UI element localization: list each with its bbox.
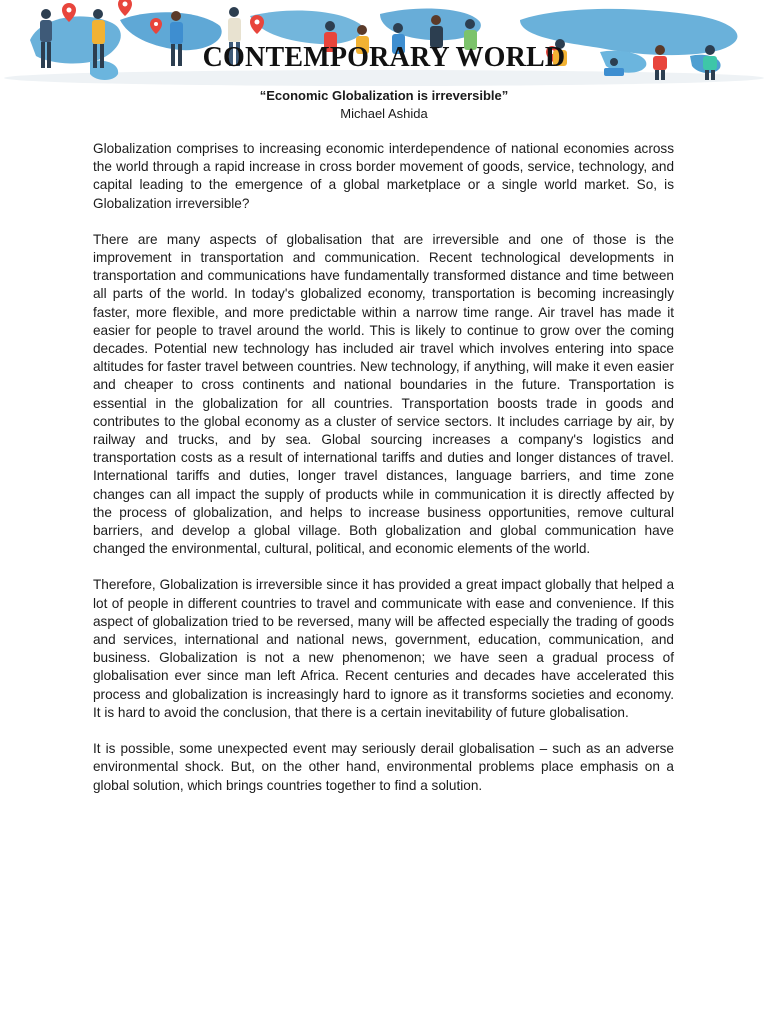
essay-subtitle: “Economic Globalization is irreversible” (259, 88, 509, 103)
page-title: CONTEMPORARY WORLD (202, 42, 566, 73)
paragraph-3: Therefore, Globalization is irreversible since it has provided a great impact globally that helped a lot of people in different countries to travel and communicate with ease and convenience. If this aspect of globalization tried to be reversed, many will be affected especially the trading of goods and services, international and national news, government, education, communication, and business. Globalization is not a new phenomenon; we have seen a gradual process of globalisation ever since man left Africa. Recent centuries and decades have accelerated this process and globalization is increasingly hard to ignore as it transforms societies and economy. It is hard to avoid the conclusion, that there is a certain inevitability of future globalisation. (93, 577, 674, 720)
paragraph-4: It is possible, some unexpected event may seriously derail globalisation – such as an adverse environmental shock. But, on the other hand, environmental problems place emphasis on a global solution, which brings countries together to find a solution. (93, 741, 674, 793)
essay-body (93, 140, 674, 813)
paragraph-2: There are many aspects of globalisation that are irreversible and one of those is the improvement in transportation and communication. Recent technological developments in transportation and communications have fundamentally transformed distance and time between all parts of the world. In today's globalized economy, transportation is becoming increasingly faster, more flexible, and more predictable within a narrow time range. Air travel has made it easier for people to travel around the world. This is likely to continue to grow over the coming decades. Potential new technology has included air travel which involves entering into space altitudes for faster travel between countries. New technology, if anything, will make it even easier and cheaper to cross continents and national boundaries in the future. Transportation is essential in the globalization for all countries. Transportation boosts trade in goods and contributes to the global economy as a cluster of service sectors. It includes carriage by air, by railway and trucks, and by sea. Global sourcing increases a company's logistics and transportation costs as a result of international tariffs and duties and longer distances of travel. International tariffs and duties, longer travel distances, language barriers, and time zone changes can all impact the supply of products while in communication it is directly affected by the process of globalization, and helps to increase business opportunities, remove cultural barriers, and develop a global village. Both globalization and global communication have changed the environmental, cultural, political, and economic elements of the world. (93, 231, 674, 557)
header-banner (0, 0, 768, 88)
author-name: Michael Ashida (340, 106, 428, 121)
paragraph-1: Globalization comprises to increasing economic interdependence of national economies across the world through a rapid increase in cross border movement of goods, service, technology, and capital leading to the emergence of a global marketplace or a single world market. So, is Globalization irreversible? (93, 141, 674, 211)
